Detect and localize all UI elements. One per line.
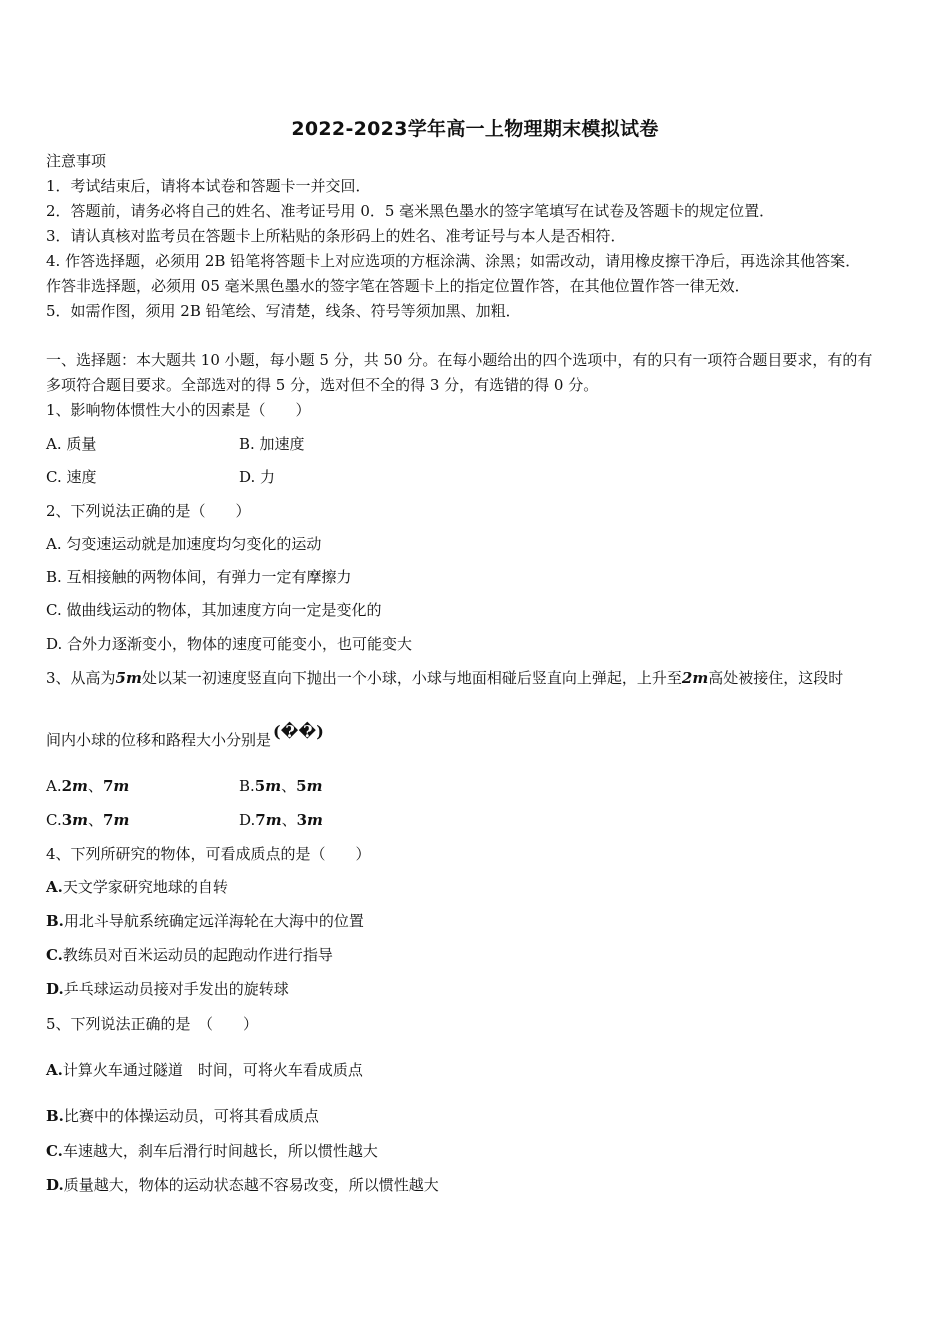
q3-unit: m: [72, 811, 89, 829]
q3-option-d-v1: 7: [255, 811, 266, 829]
notice-item-1: 1．考试结束后，请将本试卷和答题卡一并交回．: [46, 177, 371, 195]
q4-option-a-text: 天文学家研究地球的自转: [62, 878, 228, 896]
q3-option-a-label: A.: [46, 777, 62, 795]
q5-option-d-text: 质量越大，物体的运动状态越不容易改变，所以惯性越大: [63, 1176, 439, 1194]
q3-unit: m: [307, 811, 323, 829]
q3-unit: m: [113, 777, 130, 795]
q3-stem-line2: [46, 722, 324, 750]
q3-option-b-v1: 5: [254, 777, 266, 795]
notice-item-4: 4. 作答选择题，必须用 2B 铅笔将答题卡上对应选项的方框涂满、涂黑；如需改动，请用橡皮擦干净后，再选涂其他答案．: [46, 252, 861, 270]
q3-unit: m: [265, 777, 282, 795]
q5-option-d-label: D.: [46, 1176, 64, 1194]
q4-option-b-label: B.: [46, 912, 64, 930]
q3-option-b: [239, 776, 322, 796]
q2-stem: 2、下列说法正确的是（ ）: [46, 502, 251, 520]
q3-option-a: [46, 776, 129, 796]
q3-sep: 、: [281, 811, 297, 829]
q4-option-c-text: 教练员对百米运动员的起跑动作进行指导: [62, 946, 333, 964]
q5-option-b-text: 比赛中的体操运动员，可将其看成质点: [63, 1107, 319, 1125]
q5-stem: 5、下列说法正确的是 （ ）: [46, 1015, 259, 1033]
q3-option-b-label: B.: [239, 777, 255, 795]
q5-option-a-label: A.: [46, 1061, 63, 1079]
q5-option-c: [46, 1141, 378, 1161]
q2-option-a: A. 匀变速运动就是加速度均匀变化的运动: [46, 535, 322, 553]
q3-option-b-v2: 5: [296, 777, 307, 795]
q4-option-d: [46, 979, 289, 999]
q3-stem-part2: 处以某一初速度竖直向下抛出一个小球，小球与地面相碰后竖直向上弹起，上升至: [141, 669, 682, 687]
q1-option-a: A. 质量: [46, 435, 97, 453]
q5-option-d: [46, 1175, 439, 1195]
q3-unit: m: [113, 811, 130, 829]
q4-option-c-label: C.: [46, 946, 63, 964]
q3-unit: m: [125, 669, 142, 687]
q4-stem: 4、下列所研究的物体，可看成质点的是（ ）: [46, 845, 371, 863]
q3-option-c-v1: 3: [61, 811, 73, 829]
q4-option-c: [46, 945, 333, 965]
q3-option-a-v1: 2: [61, 777, 73, 795]
notice-item-3: 3．请认真核对监考员在答题卡上所粘贴的条形码上的姓名、准考证号与本人是否相符．: [46, 227, 626, 245]
q5-option-b-label: B.: [46, 1107, 64, 1125]
q3-sep: 、: [281, 777, 297, 795]
q3-option-c-label: C.: [46, 811, 62, 829]
q3-sep: 、: [88, 811, 104, 829]
q2-option-d: D. 合外力逐渐变小，物体的速度可能变小，也可能变大: [46, 635, 413, 653]
q3-unit: m: [265, 811, 282, 829]
q3-unit: m: [306, 777, 323, 795]
q4-option-a: [46, 877, 228, 897]
q1-option-c: C. 速度: [46, 468, 97, 486]
q3-option-a-v2: 7: [102, 777, 114, 795]
q4-option-d-text: 乒乓球运动员接对手发出的旋转球: [63, 980, 289, 998]
q5-option-a: [46, 1060, 363, 1080]
q4-option-a-label: A.: [46, 878, 63, 896]
q1-stem: 1、影响物体惯性大小的因素是（ ）: [46, 401, 311, 419]
page-title: 2022-2023学年高一上物理期末模拟试卷: [291, 118, 659, 140]
q3-unit: m: [692, 669, 709, 687]
q1-option-b: B. 加速度: [239, 435, 305, 453]
q4-option-b-text: 用北斗导航系统确定远洋海轮在大海中的位置: [63, 912, 364, 930]
notice-item-5: 5．如需作图，须用 2B 铅笔绘、写清楚，线条、符号等须加黑、加粗．: [46, 302, 521, 320]
q1-option-d: D. 力: [239, 468, 276, 486]
q3-option-c: [46, 810, 129, 830]
notice-item-2: 2．答题前，请务必将自己的姓名、准考证号用 0．5 毫米黑色墨水的签字笔填写在试卷及答题卡的规定位置．: [46, 202, 775, 220]
q3-stem-part1: 3、从高为: [46, 669, 116, 687]
q3-height-1: 5: [115, 669, 126, 687]
q3-option-d-v2: 3: [296, 811, 308, 829]
notice-heading: 注意事项: [46, 152, 107, 170]
q3-option-d: [239, 810, 323, 830]
q5-option-c-label: C.: [46, 1142, 63, 1160]
q5-option-b: [46, 1106, 319, 1126]
q3-answer-paren: (��): [273, 722, 324, 741]
q3-sep: 、: [87, 777, 103, 795]
q5-option-a-text: 计算火车通过隧道 时间，可将火车看成质点: [62, 1061, 363, 1079]
q4-option-b: [46, 911, 364, 931]
q3-option-c-v2: 7: [103, 811, 114, 829]
section-instructions-line1: 一、选择题：本大题共 10 小题，每小题 5 分，共 50 分。在每小题给出的四个选项中，有的只有一项符合题目要求，有的有: [46, 351, 873, 369]
q3-stem-part3: 高处被接住，这段时: [708, 669, 844, 687]
section-instructions-line2: 多项符合题目要求。全部选对的得 5 分，选对但不全的得 3 分，有选错的得 0 分。: [46, 376, 599, 394]
q3-stem-line2-text: 间内小球的位移和路程大小分别是: [46, 731, 272, 749]
q3-stem-line1: [46, 668, 843, 688]
q4-option-d-label: D.: [46, 980, 64, 998]
q3-unit: m: [72, 777, 88, 795]
q5-option-c-text: 车速越大，刹车后滑行时间越长，所以惯性越大: [62, 1142, 378, 1160]
q2-option-b: B. 互相接触的两物体间，有弹力一定有摩擦力: [46, 568, 352, 586]
notice-item-4-cont: 作答非选择题，必须用 05 毫米黑色墨水的签字笔在答题卡上的指定位置作答，在其他位置作答一律无效．: [46, 277, 750, 295]
q2-option-c: C. 做曲线运动的物体，其加速度方向一定是变化的: [46, 601, 382, 619]
q3-height-2: 2: [681, 669, 693, 687]
q3-option-d-label: D.: [239, 811, 256, 829]
